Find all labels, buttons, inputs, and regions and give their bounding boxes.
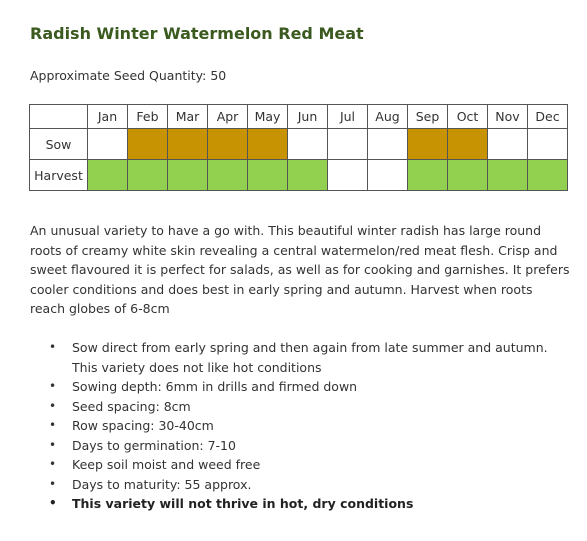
tip-item	[30, 416, 575, 436]
sow-cell	[208, 129, 248, 160]
calendar-row-harvest	[30, 160, 568, 191]
tip-text: Seed spacing: 8cm	[72, 398, 191, 414]
sow-cell	[328, 129, 368, 160]
sow-cell	[488, 129, 528, 160]
month-header: Aug	[368, 105, 408, 129]
bullet-icon: •	[49, 476, 57, 491]
month-header: Nov	[488, 105, 528, 129]
harvest-cell	[248, 160, 288, 191]
harvest-cell	[128, 160, 168, 191]
bullet-icon: •	[49, 340, 57, 354]
tip-item	[30, 338, 575, 377]
harvest-cell	[328, 160, 368, 191]
growing-tips-list	[30, 338, 575, 514]
bullet-icon: •	[49, 457, 57, 471]
harvest-cell	[488, 160, 528, 191]
row-label-harvest: Harvest	[30, 160, 88, 191]
sow-cell	[528, 129, 568, 160]
tip-text: Days to germination: 7-10	[72, 437, 236, 453]
row-label-sow: Sow	[30, 129, 88, 160]
tip-text: Sowing depth: 6mm in drills and firmed down	[72, 379, 358, 394]
tip-text: Keep soil moist and weed free	[72, 457, 261, 472]
month-header: Mar	[168, 105, 208, 129]
bullet-icon: •	[49, 496, 57, 510]
bullet-icon: •	[49, 379, 57, 393]
month-header: Oct	[448, 105, 488, 129]
sowing-calendar	[29, 104, 568, 191]
sow-cell	[128, 129, 168, 160]
month-header: May	[248, 105, 288, 129]
harvest-cell	[408, 160, 448, 191]
product-description: An unusual variety to have a go with. This beautiful winter radish has large round roots of creamy white skin revealing a central watermelon/red meat flesh. Crisp and sweet flavoured it is perfect for salads, as well as for cooking and garnishes. It prefers cooler conditions and does best in early spring and autumn. Harvest when roots reach globes of 6-8cm	[30, 223, 570, 316]
seed-quantity: Approximate Seed Quantity: 50	[30, 68, 227, 83]
page-title: Radish Winter Watermelon Red Meat	[30, 24, 364, 43]
tip-item	[30, 455, 575, 475]
month-header: Feb	[128, 105, 168, 129]
harvest-cell	[208, 160, 248, 191]
sow-cell	[168, 129, 208, 160]
month-header: Jan	[88, 105, 128, 129]
harvest-cell	[448, 160, 488, 191]
tip-text: Sow direct from early spring and then again from late summer and autumn. This variety does not like hot conditions	[72, 340, 548, 375]
calendar-corner-cell	[30, 105, 88, 129]
sow-cell	[448, 129, 488, 160]
tip-item	[30, 377, 575, 397]
harvest-cell	[88, 160, 128, 191]
tip-item	[30, 436, 575, 456]
month-header: Jun	[288, 105, 328, 129]
harvest-cell	[528, 160, 568, 191]
bullet-icon: •	[49, 418, 57, 432]
calendar-row-sow	[30, 129, 568, 160]
sow-cell	[88, 129, 128, 160]
harvest-cell	[168, 160, 208, 191]
sow-cell	[288, 129, 328, 160]
tip-item	[30, 397, 575, 417]
tip-text: This variety will not thrive in hot, dry conditions	[72, 496, 414, 511]
sow-cell	[368, 129, 408, 160]
bullet-icon: •	[49, 437, 57, 452]
month-header: Dec	[528, 105, 568, 129]
harvest-cell	[368, 160, 408, 191]
month-header: Apr	[208, 105, 248, 129]
tip-item	[30, 475, 575, 495]
tip-text: Days to maturity: 55 approx.	[72, 476, 252, 492]
harvest-cell	[288, 160, 328, 191]
calendar-header-row	[30, 105, 568, 129]
tip-text: Row spacing: 30-40cm	[72, 418, 214, 433]
bullet-icon: •	[49, 398, 57, 413]
sow-cell	[408, 129, 448, 160]
sow-cell	[248, 129, 288, 160]
tip-item-warning	[30, 494, 575, 514]
month-header: Jul	[328, 105, 368, 129]
month-header: Sep	[408, 105, 448, 129]
